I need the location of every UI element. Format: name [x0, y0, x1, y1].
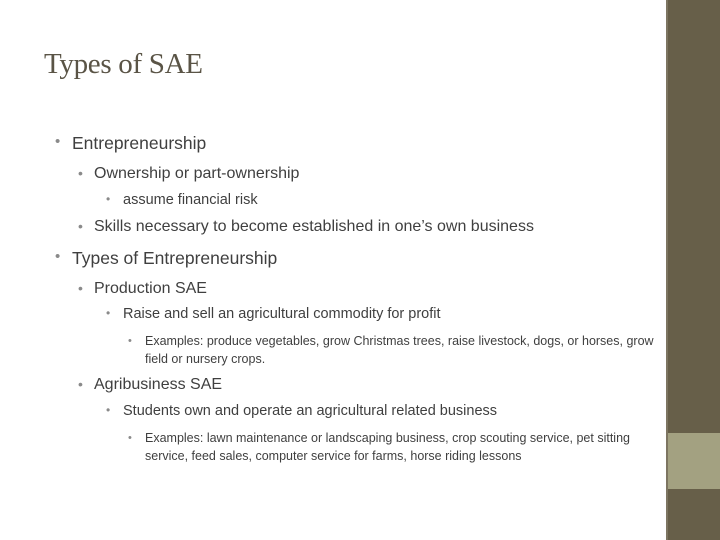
bullet-production-examples: • Examples: produce vegetables, grow Christmas trees, raise livestock, dogs, or horses, grow field or nursery crops. [128, 332, 655, 368]
bullet-types-of-entrepreneurship: • Types of Entrepreneurship [55, 248, 277, 269]
bullet-production-sae: • Production SAE [78, 280, 207, 298]
bullet-ownership: • Ownership or part-ownership [78, 165, 299, 183]
sidebar-accent-block [668, 433, 720, 489]
slide-title: Types of SAE [44, 48, 203, 80]
bullet-financial-risk: • assume financial risk [106, 192, 258, 208]
bullet-own-and-operate: • Students own and operate an agricultural related business [106, 403, 497, 419]
bullet-skills: • Skills necessary to become established in one’s own business [78, 218, 534, 236]
bullet-raise-and-sell: • Raise and sell an agricultural commodity for profit [106, 306, 441, 322]
bullet-entrepreneurship: • Entrepreneurship [55, 133, 206, 154]
bullet-agribusiness-sae: • Agribusiness SAE [78, 376, 222, 394]
bullet-agribusiness-examples: • Examples: lawn maintenance or landscaping business, crop scouting service, pet sitting service, feed sales, computer service for farms, horse riding lessons [128, 429, 655, 465]
